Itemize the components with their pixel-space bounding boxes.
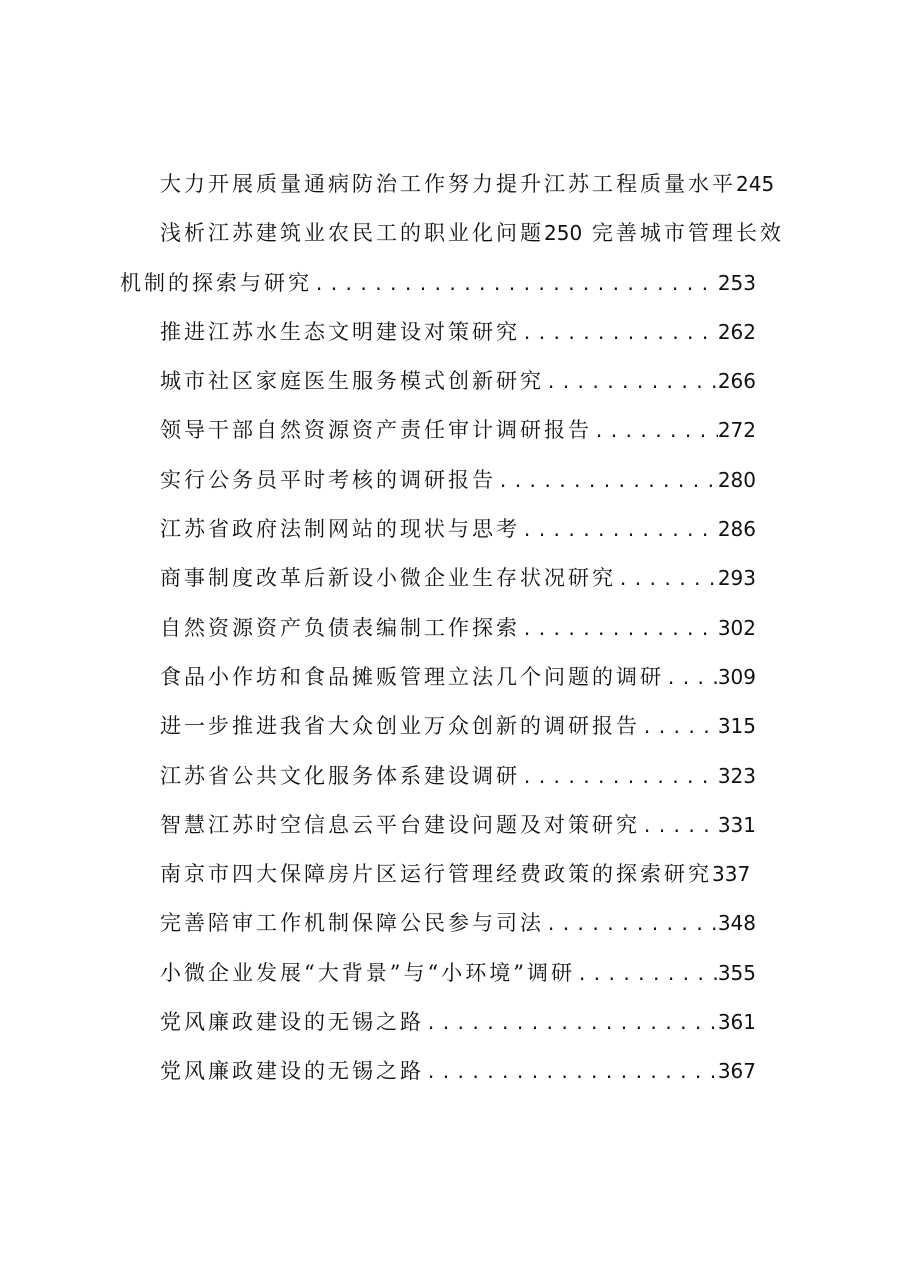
toc-entry-title: 完善城市管理长效: [591, 221, 784, 246]
toc-entry[interactable]: [160, 653, 756, 702]
dot-leader: [618, 556, 718, 605]
dot-leader: [426, 1000, 718, 1049]
toc-entry[interactable]: [120, 160, 775, 209]
toc-entry-page: 323: [717, 763, 756, 788]
toc-entry-title: 小微企业发展“大背景”与“小环境”调研: [160, 960, 575, 985]
toc-entry-title: 南京市四大保障房片区运行管理经费政策的探索研究: [160, 862, 712, 887]
toc-entry[interactable]: [160, 505, 756, 554]
toc-entry-title: 大力开展质量通病防治工作努力提升江苏工程质量水平: [160, 172, 736, 196]
toc-entry-page: 272: [717, 418, 756, 443]
dot-leader: [546, 901, 718, 950]
toc-entry-page: 280: [717, 467, 756, 492]
toc-entry-page: 302: [717, 615, 756, 640]
toc-entry-title: 推进江苏水生态文明建设对策研究: [160, 319, 520, 344]
dot-leader: [426, 1049, 718, 1098]
toc-entry-title: 自然资源资产负债表编制工作探索: [160, 615, 520, 640]
dot-leader: [522, 507, 718, 556]
dot-leader: [642, 803, 718, 852]
toc-entry[interactable]: [160, 406, 756, 455]
toc-entry[interactable]: [160, 554, 756, 603]
dot-leader: [522, 606, 718, 655]
toc-entry-page: 348: [717, 911, 756, 936]
toc-entry[interactable]: [160, 998, 756, 1047]
dot-leader: [594, 408, 718, 457]
toc-entry-page: 331: [717, 812, 756, 837]
toc-entry-title: 浅析江苏建筑业农民工的职业化问题: [160, 221, 544, 246]
toc-entry-title: 实行公务员平时考核的调研报告: [160, 467, 496, 492]
toc-entry-title: 商事制度改革后新设小微企业生存状况研究: [160, 566, 616, 591]
toc-entry-page: 337: [712, 862, 751, 887]
toc-entry-page: 286: [717, 517, 756, 542]
toc-entry-page: 367: [717, 1059, 756, 1084]
dot-leader: [314, 261, 718, 310]
dot-leader: [522, 310, 718, 359]
toc-entry[interactable]: [160, 1047, 756, 1096]
toc-entry-page: 253: [717, 270, 756, 295]
dot-leader: [522, 754, 718, 803]
toc-entry-page: 250: [544, 221, 583, 246]
toc-entry-title: 江苏省政府法制网站的现状与思考: [160, 517, 520, 542]
dot-leader: [546, 359, 718, 408]
table-of-contents: [120, 160, 784, 1097]
toc-entry[interactable]: [160, 949, 756, 998]
toc-entry-page: 309: [717, 664, 756, 689]
toc-entry[interactable]: [120, 209, 784, 258]
toc-entry-title: 党风廉政建设的无锡之路: [160, 1059, 424, 1084]
toc-entry-page: 266: [717, 369, 756, 394]
toc-entry[interactable]: [120, 850, 770, 899]
toc-entry[interactable]: [160, 357, 756, 406]
toc-entry[interactable]: [160, 604, 756, 653]
toc-entry[interactable]: [160, 702, 756, 751]
dot-leader: [498, 458, 718, 507]
toc-entry-page: 262: [717, 319, 756, 344]
toc-entry[interactable]: [160, 308, 756, 357]
dot-leader: [577, 951, 718, 1000]
dot-leader: [642, 704, 718, 753]
toc-entry-title: 党风廉政建设的无锡之路: [160, 1010, 424, 1035]
toc-entry-page: 245: [736, 172, 775, 196]
toc-entry-title: 机制的探索与研究: [120, 270, 312, 295]
toc-entry-title: 完善陪审工作机制保障公民参与司法: [160, 911, 544, 936]
toc-entry-page: 361: [717, 1010, 756, 1035]
toc-entry-title: 江苏省公共文化服务体系建设调研: [160, 763, 520, 788]
toc-entry-title: 进一步推进我省大众创业万众创新的调研报告: [160, 714, 640, 739]
toc-entry-title: 智慧江苏时空信息云平台建设问题及对策研究: [160, 812, 640, 837]
toc-entry-page: 315: [717, 714, 756, 739]
toc-entry-title: 领导干部自然资源资产责任审计调研报告: [160, 418, 592, 443]
toc-entry[interactable]: [160, 456, 756, 505]
toc-entry-page: 355: [717, 960, 756, 985]
toc-entry[interactable]: [160, 899, 756, 948]
toc-entry[interactable]: [160, 752, 756, 801]
toc-entry-page: 293: [717, 566, 756, 591]
toc-entry[interactable]: [160, 801, 756, 850]
toc-entry-title: 城市社区家庭医生服务模式创新研究: [160, 369, 544, 394]
toc-entry[interactable]: [120, 259, 756, 308]
dot-leader: [666, 655, 718, 704]
toc-entry-title: 食品小作坊和食品摊贩管理立法几个问题的调研: [160, 664, 664, 689]
